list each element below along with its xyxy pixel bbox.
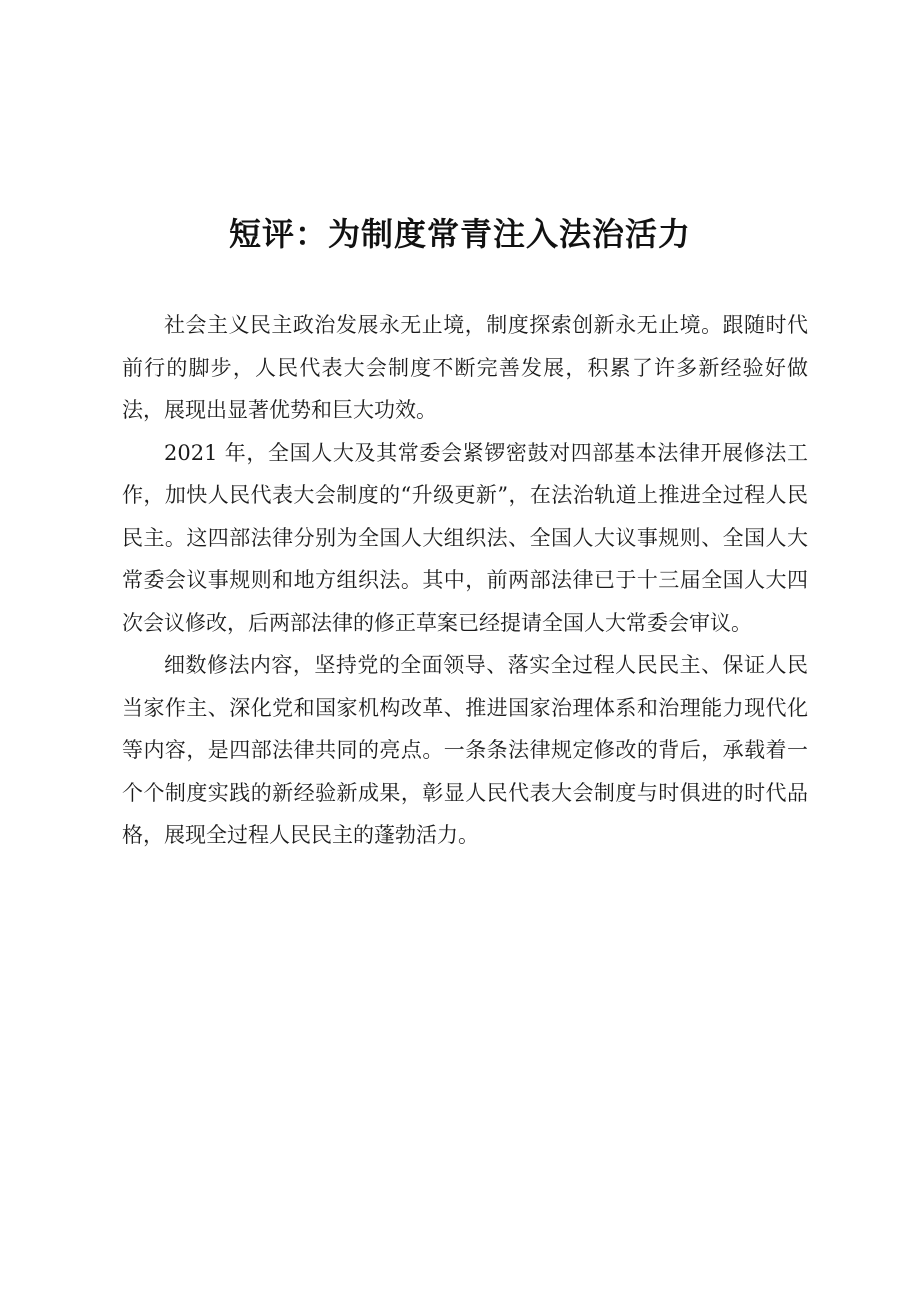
document-title: 短评：为制度常青注入法治活力 xyxy=(228,215,691,253)
paragraph-1: 社会主义民主政治发展永无止境，制度探索创新永无止境。跟随时代前行的脚步，人民代表大会制度不断完善发展，积累了许多新经验好做法，展现出显著优势和巨大功效。 xyxy=(122,313,808,422)
paragraph-3: 细数修法内容，坚持党的全面领导、落实全过程人民民主、保证人民当家作主、深化党和国家机构改革、推进国家治理体系和治理能力现代化等内容，是四部法律共同的亮点。一条条法律规定修改的背后，承载着一个个制度实践的新经验新成果，彰显人民代表大会制度与时俱进的时代品格，展现全过程人民民主的蓬勃活力。 xyxy=(122,653,808,847)
paragraph-2: 2021 年，全国人大及其常委会紧锣密鼓对四部基本法律开展修法工作，加快人民代表大会制度的“升级更新”，在法治轨道上推进全过程人民民主。这四部法律分别为全国人大组织法、全国人大议事规则、全国人大常委会议事规则和地方组织法。其中，前两部法律已于十三届全国人大四次会议修改，后两部法律的修正草案已经提请全国人大常委会审议。 xyxy=(122,440,808,635)
document-body xyxy=(122,304,808,857)
